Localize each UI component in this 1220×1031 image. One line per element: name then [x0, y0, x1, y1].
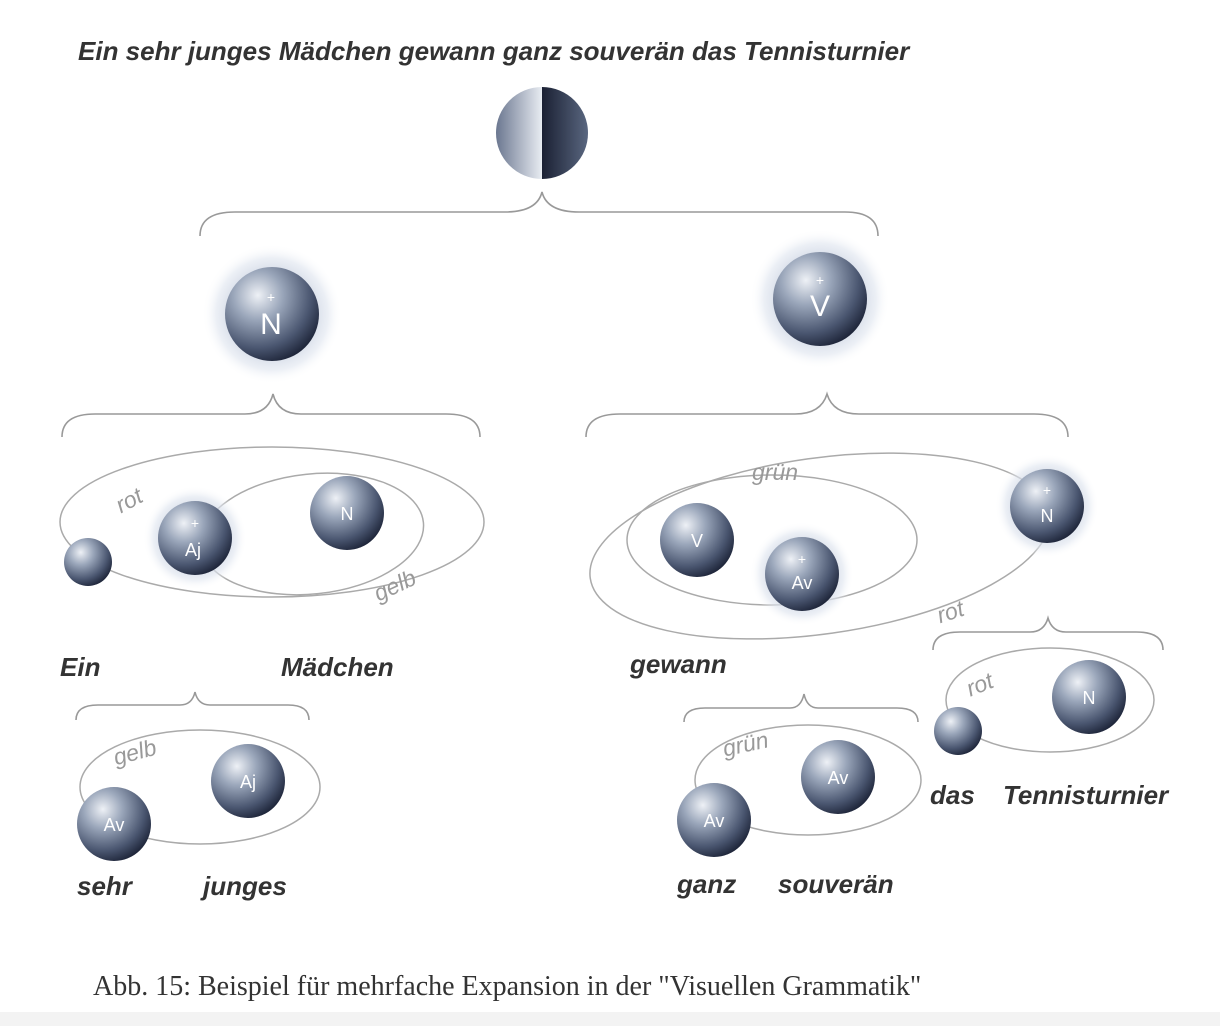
plus-sign: + [266, 289, 276, 305]
node-label: N [1082, 688, 1096, 708]
brace-top [200, 192, 878, 236]
node-n-madchen [310, 476, 384, 550]
node-v-plus-top [750, 229, 890, 369]
node-label: N [340, 504, 354, 524]
node-label: Av [703, 811, 725, 831]
node-label: V [809, 290, 831, 323]
determiner-sphere-ein [64, 538, 112, 586]
node-av-plus [750, 522, 854, 626]
plus-sign: + [190, 515, 200, 531]
node-aj-plus [143, 486, 247, 590]
node-av-souveran [801, 740, 875, 814]
word-sehr: sehr [77, 871, 132, 901]
brace-noun-phrase [62, 394, 480, 437]
word-junges: junges [203, 871, 287, 901]
node-av-sehr [77, 787, 151, 861]
node-label: N [260, 308, 282, 341]
word-ein: Ein [60, 652, 101, 682]
node-label: Av [103, 815, 125, 835]
brace-verb-phrase [586, 394, 1068, 437]
sentence-title: Ein sehr junges Mädchen gewann ganz souverän das Tennisturnier [78, 36, 910, 66]
figure-caption: Abb. 15: Beispiel für mehrfache Expansion in der "Visuellen Grammatik" [93, 971, 922, 1002]
node-n-plus-right [995, 454, 1099, 558]
plus-sign: + [797, 551, 807, 567]
orbit-label-rot-das: rot [962, 667, 997, 702]
node-av-ganz [677, 783, 751, 857]
word-madchen: Mädchen [281, 652, 394, 682]
orbit-rot-left [60, 447, 484, 597]
node-label: N [1040, 506, 1054, 526]
word-souveran: souverän [778, 869, 894, 899]
node-n-tennis [1052, 660, 1126, 734]
orbit-label-grun: grün [752, 459, 799, 485]
node-label: Av [827, 768, 849, 788]
node-aj-junges [211, 744, 285, 818]
node-label: Aj [184, 540, 202, 560]
node-label: Av [791, 573, 813, 593]
bottom-edge [0, 1012, 1220, 1026]
orbit-label-rot-right: rot [933, 595, 968, 629]
node-label: V [690, 531, 704, 551]
word-gewann: gewann [630, 649, 727, 679]
node-v-gewann [660, 503, 734, 577]
orbit-label-rot: rot [111, 482, 147, 518]
brace-adverb-phrase [684, 694, 918, 722]
word-das: das [930, 780, 975, 810]
orbit-label-gelb-sehr: gelb [110, 733, 160, 771]
brace-object-np [933, 618, 1163, 650]
plus-sign: + [1042, 482, 1052, 498]
brace-adjective-phrase [76, 692, 309, 720]
root-sphere [496, 87, 588, 179]
plus-sign: + [815, 272, 825, 288]
node-label: Aj [239, 772, 257, 792]
orbit-label-gelb: gelb [369, 564, 420, 607]
word-ganz: ganz [677, 869, 737, 899]
node-n-plus-top [202, 244, 342, 384]
determiner-sphere-das [934, 707, 982, 755]
orbit-label-grun-ganz: grün [720, 726, 771, 762]
word-tennisturnier: Tennisturnier [1003, 780, 1169, 810]
